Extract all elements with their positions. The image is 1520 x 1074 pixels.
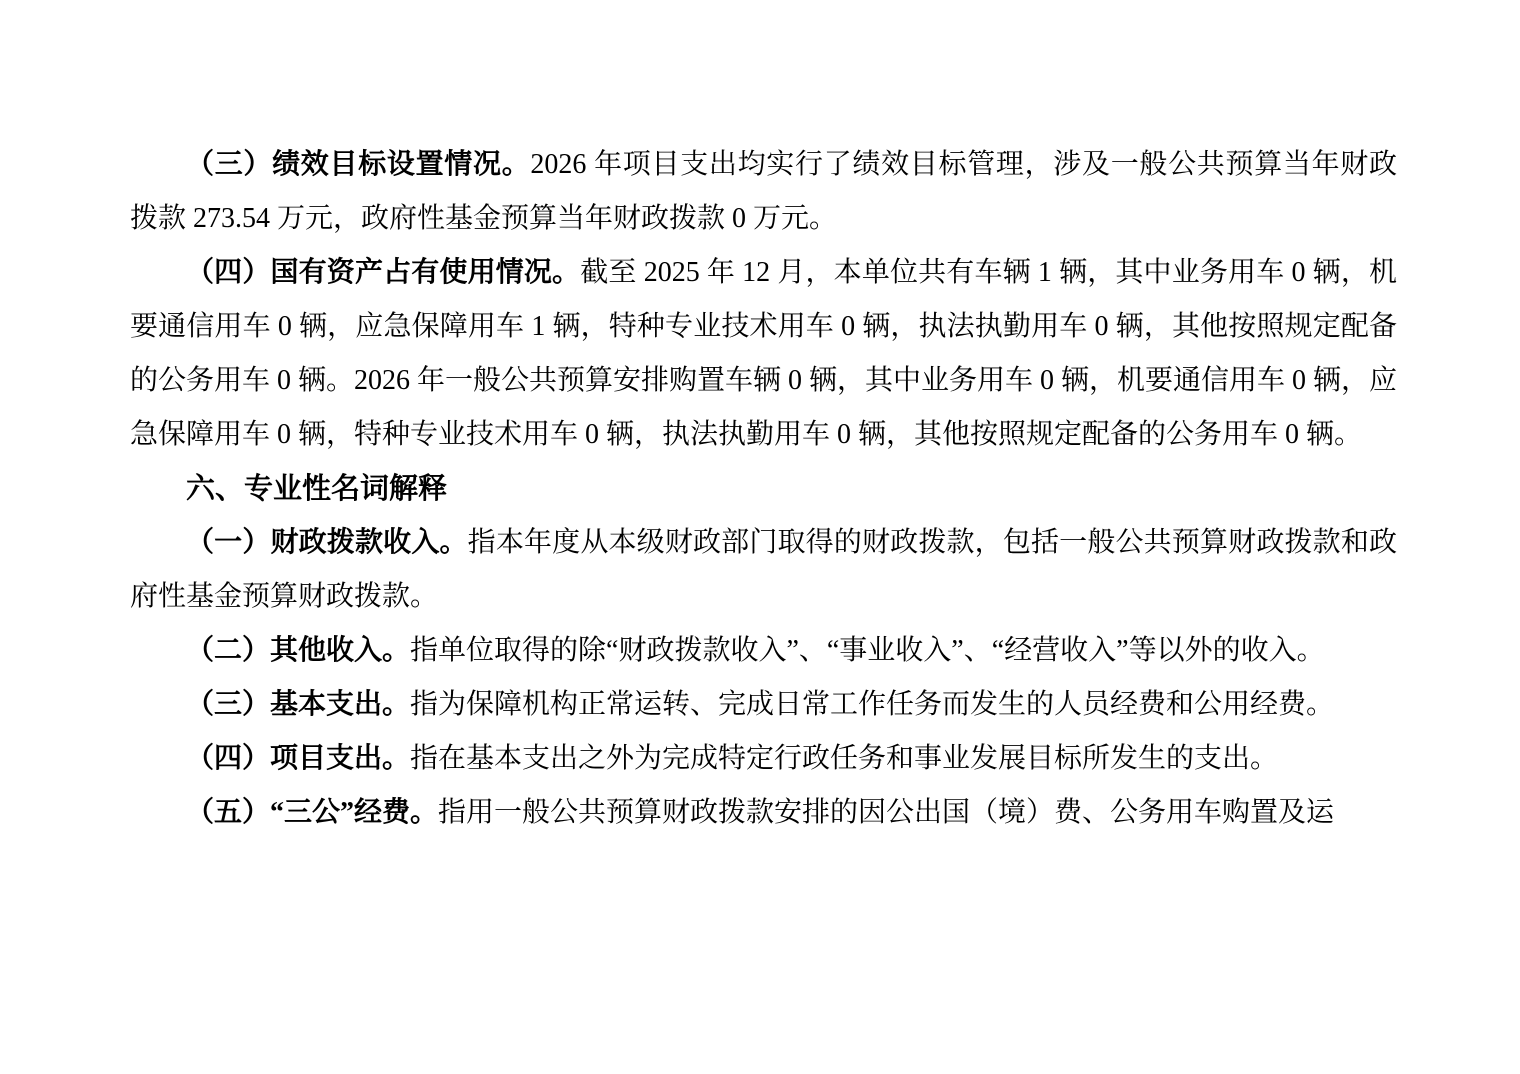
paragraph-basic-expenditure-text: 指为保障机构正常运转、完成日常工作任务而发生的人员经费和公用经费。 [410, 689, 1335, 720]
paragraph-state-assets-lead: （四）国有资产占有使用情况。 [186, 257, 581, 288]
paragraph-fiscal-appropriation-income [130, 516, 1397, 624]
paragraph-basic-expenditure-lead: （三）基本支出。 [186, 689, 411, 720]
paragraph-project-expenditure-lead: （四）项目支出。 [186, 743, 411, 774]
paragraph-three-public-expenses-lead: （五）“三公”经费。 [186, 797, 439, 828]
paragraph-performance-targets-text: 2026 年项目支出均实行了绩效目标管理，涉及一般公共预算当年财政拨款 273.54 万元，政府性基金预算当年财政拨款 0 万元。 [130, 149, 1397, 234]
paragraph-state-assets [130, 246, 1397, 462]
paragraph-project-expenditure [130, 732, 1397, 786]
paragraph-performance-targets-lead: （三）绩效目标设置情况。 [186, 149, 531, 180]
paragraph-other-income-text: 指单位取得的除“财政拨款收入”、“事业收入”、“经营收入”等以外的收入。 [410, 635, 1325, 666]
paragraph-fiscal-appropriation-income-lead: （一）财政拨款收入。 [186, 527, 468, 558]
paragraph-basic-expenditure [130, 678, 1397, 732]
paragraph-state-assets-text: 截至 2025 年 12 月，本单位共有车辆 1 辆，其中业务用车 0 辆，机要通信用车 0 辆，应急保障用车 1 辆，特种专业技术用车 0 辆，执法执勤用车 0 辆，其他按照规定配备的公务用车 0 辆。2026 年一般公共预算安排购置车辆 0 辆，其中业务用车 0 辆，机要通信用车 0 辆，应急保障用车 0 辆，特种专业技术用车 0 辆，执法执勤用车 0 辆，其他按照规定配备的公务用车 0 辆。 [130, 257, 1398, 450]
paragraph-performance-targets [130, 138, 1397, 246]
paragraph-fiscal-appropriation-income-text: 指本年度从本级财政部门取得的财政拨款，包括一般公共预算财政拨款和政府性基金预算财政拨款。 [130, 527, 1397, 612]
paragraph-project-expenditure-text: 指在基本支出之外为完成特定行政任务和事业发展目标所发生的支出。 [410, 743, 1279, 774]
paragraph-other-income [130, 624, 1397, 678]
paragraph-three-public-expenses-text: 指用一般公共预算财政拨款安排的因公出国（境）费、公务用车购置及运 [438, 797, 1335, 828]
paragraph-three-public-expenses [130, 786, 1397, 840]
section-heading-terminology: 六、专业性名词解释 [186, 473, 448, 505]
paragraph-other-income-lead: （二）其他收入。 [186, 635, 411, 666]
